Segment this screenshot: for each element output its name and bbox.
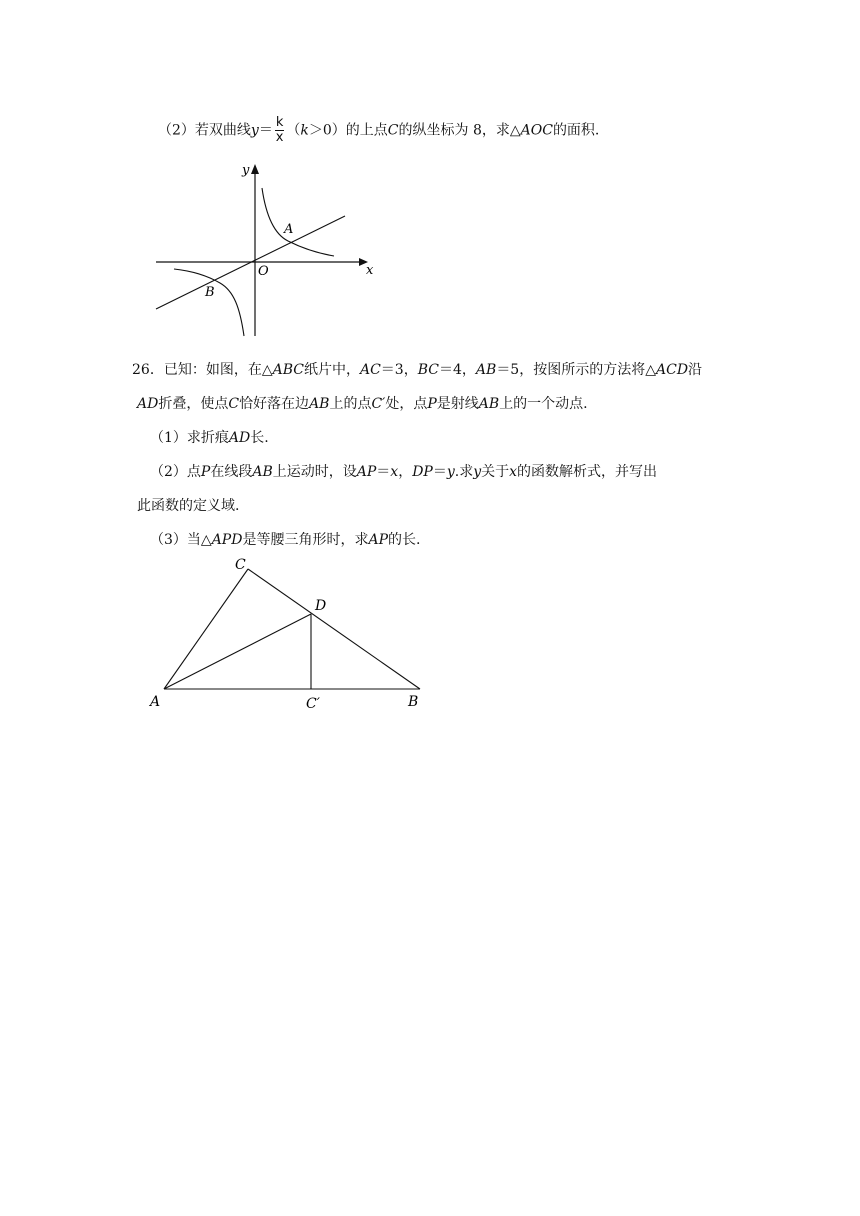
question-26-line-1	[132, 360, 702, 380]
question-25-part-2	[158, 116, 599, 145]
label-b: B	[408, 694, 419, 710]
q26-text: 关于	[481, 464, 510, 480]
question-26-part-2-line-1	[150, 462, 657, 482]
point-c: C	[387, 122, 399, 139]
q26-text: ＝	[432, 464, 447, 480]
triangle-acd: ACD	[656, 362, 689, 378]
fraction-denominator: x	[275, 130, 284, 145]
q26-text: 的函数解析式，并写出	[517, 464, 658, 480]
triangle-aoc: AOC	[520, 122, 553, 139]
question-26-part-3	[150, 530, 420, 550]
point-p: P	[200, 464, 211, 480]
q26-text: ＝4，	[438, 362, 476, 378]
q26-text: 折叠，使点	[158, 396, 229, 412]
var-x: x	[390, 464, 399, 480]
q26-text: 恰好落在边	[239, 396, 310, 412]
question-26-part-1	[150, 428, 269, 448]
fold-line-ad	[164, 614, 311, 689]
label-point-a: A	[284, 222, 294, 237]
q26-text: （2）点	[150, 464, 201, 480]
var-y: y	[446, 464, 455, 480]
segment-ad: AD	[137, 396, 159, 412]
question-26-part-2-line-2	[137, 496, 239, 516]
point-c-prime: C′	[371, 396, 386, 412]
segment-bc: BC	[417, 362, 439, 378]
var-y: y	[250, 122, 259, 139]
q26-text: ＝	[376, 464, 391, 480]
y-axis-arrow-icon	[251, 164, 259, 174]
q26-text: 是等腰三角形时，求	[242, 532, 369, 548]
side-ac	[164, 569, 248, 689]
q26-text: 上运动时，设	[272, 464, 357, 480]
label-c: C	[235, 557, 246, 573]
q26-text: 长.	[250, 430, 269, 446]
label-y: y	[242, 163, 250, 178]
q25-text: 的面积.	[552, 122, 600, 139]
var-k: k	[300, 122, 309, 139]
q26-text: ＝3，	[380, 362, 418, 378]
fraction-numerator: k	[275, 115, 284, 130]
label-point-b: B	[205, 285, 215, 300]
q26-text: 上的点	[329, 396, 372, 412]
hyperbola-graph	[148, 156, 388, 340]
hyperbola-branch-upper	[262, 188, 334, 256]
side-cb	[248, 569, 420, 689]
triangle-apd: APD	[211, 532, 243, 548]
fraction-k-over-x	[275, 116, 285, 145]
label-origin: O	[258, 264, 269, 279]
segment-ad: AD	[228, 430, 251, 446]
ray-ab: AB	[478, 396, 500, 412]
q26-text: .求	[454, 464, 474, 480]
q26-text: 处，点	[385, 396, 428, 412]
q26-text: （1）求折痕	[150, 430, 229, 446]
q25-text: （	[286, 122, 301, 139]
segment-ab: AB	[475, 362, 497, 378]
q26-text: ＝5，按图所示的方法将△	[496, 362, 656, 378]
q26-text: 的长.	[387, 532, 421, 548]
var-x: x	[509, 464, 518, 480]
label-x: x	[366, 263, 374, 278]
equals-sign: ＝	[258, 122, 273, 139]
question-26-line-2	[137, 394, 588, 414]
label-c-prime: C′	[306, 696, 320, 712]
triangle-abc: ABC	[272, 362, 304, 378]
segment-ab: AB	[309, 396, 330, 412]
hyperbola-branch-lower	[174, 269, 244, 336]
q25-text: ＞0）的上点	[308, 122, 388, 139]
segment-ac: AC	[359, 362, 381, 378]
q26-text: 沿	[688, 362, 703, 378]
q26-text: 是射线	[436, 396, 479, 412]
q25-text: 的纵坐标为 8，求△	[398, 122, 521, 139]
q26-text: 此函数的定义域.	[137, 498, 240, 514]
q25-text: （2）若双曲线	[158, 122, 251, 139]
triangle-fold-figure	[140, 554, 440, 720]
segment-ap: AP	[356, 464, 377, 480]
q26-text: ，	[398, 464, 413, 480]
q26-text: 上的一个动点.	[499, 396, 588, 412]
label-a: A	[150, 694, 161, 710]
segment-ab: AB	[252, 464, 273, 480]
q26-text: 纸片中，	[303, 362, 360, 378]
label-d: D	[315, 598, 327, 614]
var-y: y	[473, 464, 482, 480]
segment-dp: DP	[412, 464, 433, 480]
point-p: P	[427, 396, 437, 412]
segment-ap: AP	[368, 532, 388, 548]
q26-text: （3）当△	[150, 532, 212, 548]
q26-text: 在线段	[210, 464, 253, 480]
point-c: C	[228, 396, 240, 412]
q26-text: 26．已知：如图，在△	[132, 362, 273, 378]
